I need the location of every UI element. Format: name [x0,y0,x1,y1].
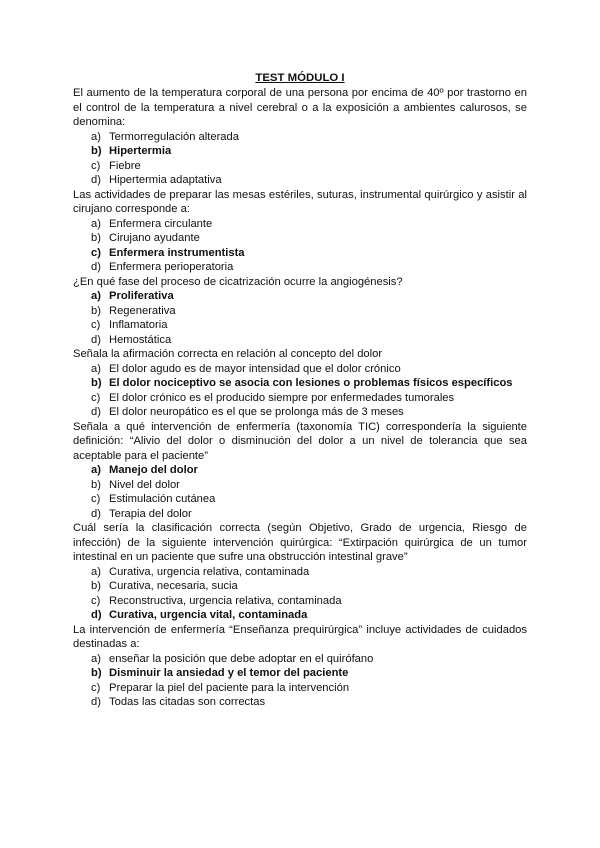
answer-option-correct [73,608,527,623]
option-letter: d) [91,174,101,186]
answer-option-correct [73,144,527,159]
question-block [73,521,527,623]
question-text: Señala a qué intervención de enfermería (taxonomía TIC) correspondería la siguiente definición: “Alivio del dolor o disminución del dolor a un nivel de tolerancia que sea aceptable para el paciente” [73,420,527,462]
option-letter: b) [91,145,102,157]
answer-options [73,289,527,347]
option-text: Todas las citadas son correctas [109,696,266,708]
answer-option [73,362,527,377]
option-letter: b) [91,304,101,317]
answer-option [73,231,527,246]
option-text: Enfermera circulante [109,217,213,230]
answer-option [73,579,527,594]
option-text: Proliferativa [109,290,174,302]
option-text: Hipertermia adaptativa [109,174,222,186]
option-letter: d) [91,609,102,621]
answer-options [73,652,527,710]
answer-option [73,478,527,493]
option-text: Estimulación cutánea [109,493,216,505]
option-letter: c) [91,159,101,172]
option-text: Fiebre [109,159,141,172]
answer-option [73,594,527,609]
answer-option-correct [73,246,527,261]
answer-option [73,304,527,319]
option-letter: c) [91,319,101,331]
option-letter: a) [91,130,101,143]
option-text: Terapia del dolor [109,507,192,520]
answer-option [73,130,527,145]
question-text: Señala la afirmación correcta en relación al concepto del dolor [73,348,383,360]
question-text: La intervención de enfermería “Enseñanza prequirúrgica” incluye actividades de cuidados destinadas a: [73,623,527,650]
option-text: Cirujano ayudante [109,232,200,244]
option-letter: a) [91,464,101,476]
answer-option [73,695,527,710]
option-letter: a) [91,217,101,230]
answer-option [73,217,527,232]
answer-option [73,260,527,275]
option-letter: a) [91,652,101,665]
option-text: Regenerativa [109,304,176,317]
option-text: Disminuir la ansiedad y el temor del paciente [109,667,349,679]
option-text: El dolor nociceptivo se asocia con lesiones o problemas físicos específicos [109,377,513,389]
option-letter: c) [91,391,101,404]
answer-option [73,405,527,420]
answer-option [73,492,527,507]
option-text: Preparar la piel del paciente para la intervención [109,681,350,694]
answer-option-correct [73,666,527,681]
option-text: Reconstructiva, urgencia relativa, contaminada [109,594,342,607]
option-text: El dolor neuropático es el que se prolonga más de 3 meses [109,406,404,418]
document-title: TEST MÓDULO I [255,72,345,84]
option-text: Curativa, urgencia vital, contaminada [109,609,308,621]
answer-option [73,159,527,174]
question-block [73,420,527,522]
option-letter: b) [91,667,102,679]
question-text: Las actividades de preparar las mesas estériles, suturas, instrumental quirúrgico y asistir al cirujano corresponde a: [73,188,527,215]
answer-option [73,391,527,406]
question-text: ¿En qué fase del proceso de cicatrización ocurre la angiogénesis? [73,275,403,288]
option-letter: c) [91,681,101,694]
option-text: El dolor crónico es el producido siempre por enfermedades tumorales [109,391,455,404]
answer-option [73,565,527,580]
option-letter: d) [91,261,101,273]
option-text: Curativa, urgencia relativa, contaminada [109,565,310,578]
option-letter: a) [91,362,101,375]
option-letter: d) [91,696,101,708]
option-text: Nivel del dolor [109,478,180,491]
option-text: Curativa, necesaria, sucia [109,580,238,592]
answer-option-correct [73,289,527,304]
option-text: Enfermera perioperatoria [109,261,234,273]
answer-options [73,130,527,188]
answer-options [73,217,527,275]
answer-option [73,681,527,696]
option-text: Enfermera instrumentista [109,246,245,259]
option-text: enseñar la posición que debe adoptar en el quirófano [109,652,374,665]
option-text: Inflamatoria [109,319,168,331]
option-letter: c) [91,594,101,607]
option-text: Hipertermia [109,145,172,157]
option-text: El dolor agudo es de mayor intensidad que el dolor crónico [109,362,401,375]
answer-option [73,173,527,188]
option-text: Hemostática [109,333,172,346]
option-letter: d) [91,507,101,520]
answer-options [73,565,527,623]
option-letter: a) [91,565,101,578]
answer-option-correct [73,463,527,478]
answer-options [73,463,527,521]
question-block [73,347,527,420]
option-letter: b) [91,377,102,389]
question-text: El aumento de la temperatura corporal de una persona por encima de 40º por trastorno en el control de la temperatura a nivel cerebral o a la exposición a ambientes calurosos, se denomina: [73,87,527,128]
option-letter: c) [91,493,101,505]
option-letter: b) [91,478,101,491]
question-block [73,275,527,348]
option-letter: b) [91,580,101,592]
question-block [73,623,527,710]
question-block [73,86,527,188]
answer-option [73,333,527,348]
answer-option [73,652,527,667]
answer-option [73,318,527,333]
option-text: Manejo del dolor [109,464,198,476]
question-block [73,188,527,275]
option-letter: c) [91,246,101,259]
answer-option [73,507,527,522]
option-letter: b) [91,232,101,244]
option-letter: d) [91,406,101,418]
option-text: Termorregulación alterada [109,130,239,143]
option-letter: a) [91,290,101,302]
question-text: Cuál sería la clasificación correcta (según Objetivo, Grado de urgencia, Riesgo de infección) de la siguiente intervención quirúrgica: “Extirpación quirúrgica de un tumor intestinal en un paciente que sufre una obstrucción intestinal grave” [73,522,527,563]
answer-option-correct [73,376,527,391]
option-letter: d) [91,333,101,346]
question-list [73,86,527,710]
answer-options [73,362,527,420]
